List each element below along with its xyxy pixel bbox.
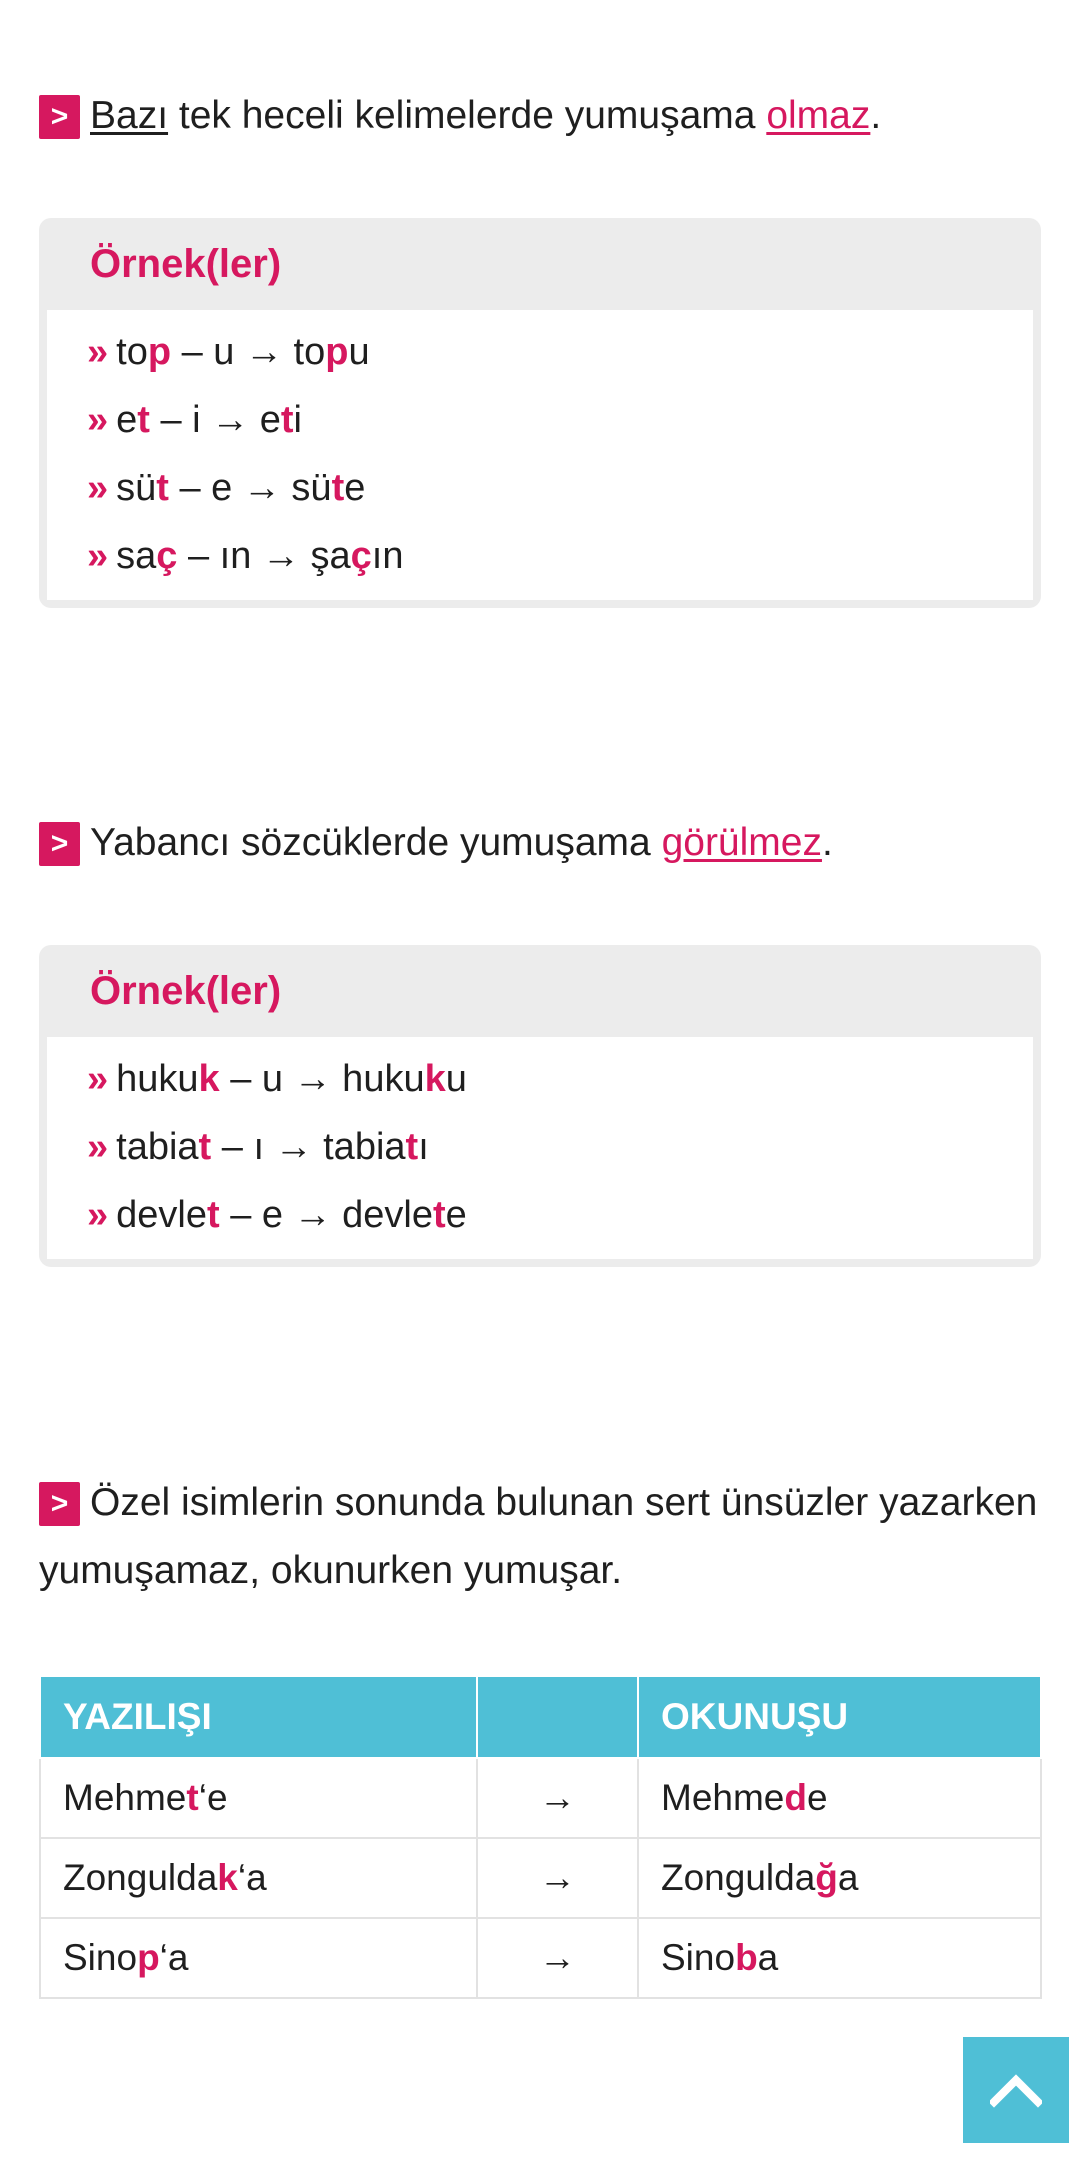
example-text: sü bbox=[116, 467, 157, 509]
cell-highlight: d bbox=[784, 1777, 807, 1818]
cell-text: Zonguldа bbox=[661, 1857, 816, 1898]
example-text: u bbox=[445, 1058, 467, 1100]
cell-text: a bbox=[757, 1937, 779, 1978]
rule-2 bbox=[39, 809, 1039, 877]
example-highlight: k bbox=[198, 1058, 220, 1100]
example-highlight: t bbox=[432, 1194, 446, 1236]
bullet-icon: » bbox=[87, 1126, 109, 1168]
arrow-icon: → bbox=[477, 1758, 638, 1838]
rule-1-text: tek heceli kelimelerde yumuşama bbox=[168, 94, 767, 137]
rule-2-end: . bbox=[821, 821, 833, 864]
rule-3-text: Özel isimlerin sonunda bulunan sert ünsüzler yazarken yumuşamaz, okunurken yumuşar. bbox=[39, 1481, 1038, 1592]
example-highlight: t bbox=[280, 399, 294, 441]
header-yazilisi: YAZILIŞI bbox=[40, 1676, 477, 1758]
cell-text: Mehme bbox=[661, 1777, 785, 1818]
example-text: e bbox=[344, 467, 366, 509]
scroll-to-top-button[interactable] bbox=[963, 2037, 1069, 2143]
cell-highlight: b bbox=[735, 1937, 758, 1978]
arrow-icon: → bbox=[477, 1918, 638, 1998]
spelling-table bbox=[39, 1675, 1042, 1999]
cell-written bbox=[40, 1918, 477, 1998]
example-text: to bbox=[116, 331, 148, 373]
cell-text: e bbox=[807, 1777, 828, 1818]
example-text: ın bbox=[371, 535, 404, 577]
example-item bbox=[47, 454, 1033, 522]
header-empty bbox=[477, 1676, 638, 1758]
example-highlight: ç bbox=[156, 535, 178, 577]
example-highlight: ç bbox=[350, 535, 372, 577]
example-text: ı bbox=[418, 1126, 429, 1168]
rule-2-link[interactable]: görülmez bbox=[661, 821, 822, 864]
bullet-icon: » bbox=[87, 467, 109, 509]
example-item bbox=[47, 1045, 1033, 1113]
example-text: – i → e bbox=[149, 399, 281, 441]
bullet-icon: » bbox=[87, 1058, 109, 1100]
example-highlight: t bbox=[198, 1126, 212, 1168]
example-text: – ı → tabia bbox=[211, 1126, 406, 1168]
cell-text: Sino bbox=[63, 1937, 138, 1978]
example-text: sa bbox=[116, 535, 157, 577]
cell-text: ‘a bbox=[159, 1937, 189, 1978]
example-highlight: p bbox=[147, 331, 172, 373]
example-item bbox=[47, 522, 1033, 590]
bullet-icon: » bbox=[87, 399, 109, 441]
cell-written bbox=[40, 1838, 477, 1918]
cell-text: a bbox=[837, 1857, 859, 1898]
example-box-1 bbox=[39, 218, 1041, 608]
example-text: i bbox=[293, 399, 302, 441]
cell-text: ‘e bbox=[198, 1777, 228, 1818]
cell-highlight: ğ bbox=[815, 1857, 838, 1898]
example-item bbox=[47, 1113, 1033, 1181]
rule-3 bbox=[39, 1469, 1039, 1605]
example-text: tabia bbox=[116, 1126, 199, 1168]
table-row bbox=[40, 1758, 1041, 1838]
example-text: e bbox=[116, 399, 138, 441]
rule-1-word[interactable]: Bazı bbox=[90, 94, 169, 137]
cell-text: Zongulda bbox=[63, 1857, 218, 1898]
example-highlight: t bbox=[156, 467, 169, 509]
example-highlight: k bbox=[424, 1058, 446, 1100]
cell-highlight: k bbox=[217, 1857, 238, 1898]
example-text: – e → devle bbox=[219, 1194, 433, 1236]
cell-read bbox=[638, 1918, 1041, 1998]
cell-read bbox=[638, 1838, 1041, 1918]
arrow-icon: → bbox=[477, 1838, 638, 1918]
table-header-row bbox=[40, 1676, 1041, 1758]
example-text: – u → huku bbox=[219, 1058, 425, 1100]
example-item bbox=[47, 386, 1033, 454]
rule-2-text: Yabancı sözcüklerde yumuşama bbox=[90, 821, 662, 864]
rule-1 bbox=[39, 82, 1039, 150]
example-text: e bbox=[445, 1194, 467, 1236]
cell-written bbox=[40, 1758, 477, 1838]
cell-text: ‘a bbox=[237, 1857, 267, 1898]
rule-1-link[interactable]: olmaz bbox=[766, 94, 871, 137]
marker-icon: > bbox=[39, 95, 80, 139]
cell-highlight: p bbox=[137, 1937, 160, 1978]
example-box-body bbox=[47, 1037, 1033, 1259]
example-text: – ın → şa bbox=[177, 535, 351, 577]
example-box-2 bbox=[39, 945, 1041, 1267]
cell-text: Mehme bbox=[63, 1777, 187, 1818]
example-highlight: p bbox=[325, 331, 349, 373]
example-item bbox=[47, 1181, 1033, 1249]
example-highlight: t bbox=[206, 1194, 220, 1236]
example-item bbox=[47, 318, 1033, 386]
example-text: – e → sü bbox=[168, 467, 332, 509]
bullet-icon: » bbox=[87, 331, 109, 373]
example-highlight: t bbox=[331, 467, 345, 509]
example-text: huku bbox=[116, 1058, 199, 1100]
example-text: – u → to bbox=[171, 331, 326, 373]
marker-icon: > bbox=[39, 1482, 80, 1526]
example-box-title: Örnek(ler) bbox=[90, 969, 282, 1013]
cell-highlight: t bbox=[186, 1777, 199, 1818]
chevron-up-icon bbox=[990, 2072, 1042, 2108]
example-box-body bbox=[47, 310, 1033, 600]
table-row bbox=[40, 1918, 1041, 1998]
bullet-icon: » bbox=[87, 535, 109, 577]
cell-read bbox=[638, 1758, 1041, 1838]
example-text: devle bbox=[116, 1194, 207, 1236]
header-okunusu: OKUNUŞU bbox=[638, 1676, 1041, 1758]
example-box-title: Örnek(ler) bbox=[90, 242, 282, 286]
bullet-icon: » bbox=[87, 1194, 109, 1236]
example-highlight: t bbox=[137, 399, 150, 441]
cell-text: Sino bbox=[661, 1937, 736, 1978]
example-text: u bbox=[348, 331, 370, 373]
example-highlight: t bbox=[405, 1126, 419, 1168]
marker-icon: > bbox=[39, 822, 80, 866]
table-row bbox=[40, 1838, 1041, 1918]
rule-1-end: . bbox=[870, 94, 882, 137]
